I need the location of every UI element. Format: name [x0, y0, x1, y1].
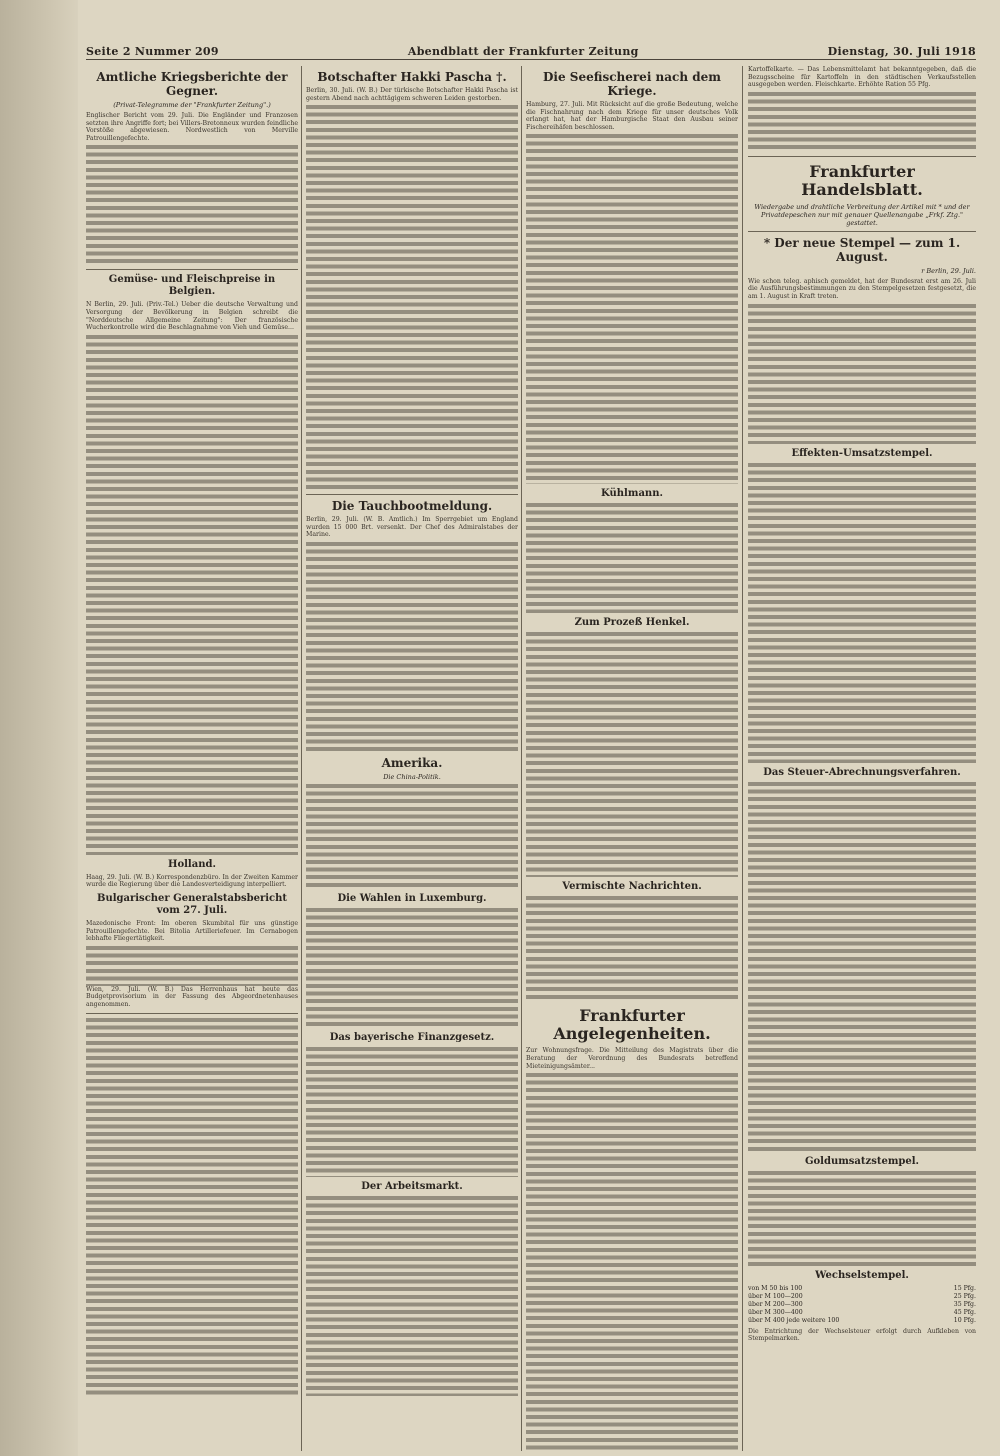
tax-rate-label: von M 50 bis 100 — [748, 1284, 803, 1292]
section-heading: Frankfurter Angelegenheiten. — [553, 1006, 711, 1044]
article-body: Berlin, 29. Juli. (W. B. Amtlich.) Im Sperrgebiet um England wurden 15 000 Brt. versenkt. Der Chef des Admiralstabes der Marine. — [306, 516, 518, 539]
article-body-lines — [526, 134, 738, 484]
article-byline: r Berlin, 29. Juli. — [921, 266, 976, 275]
article-heading: Wechselstempel. — [815, 1269, 909, 1281]
article-body: Berlin, 30. Juli. (W. B.) Der türkische Botschafter Hakki Pascha ist gestern Abend nach achttägigem schweren Leiden gestorben. — [306, 87, 518, 102]
tax-rate-row — [748, 1293, 976, 1301]
tax-rate-label: über M 100—200 — [748, 1292, 803, 1300]
article-heading: Bulgarischer Generalstabsbericht vom 27. Juli. — [97, 892, 287, 916]
header-publication: Abendblatt der Frankfurter Zeitung — [407, 45, 639, 58]
article-heading: Amerika. — [381, 755, 443, 770]
column-2 — [306, 66, 518, 1451]
binding-gutter — [0, 0, 78, 1456]
article-heading: Vermischte Nachrichten. — [562, 881, 702, 893]
article-body-lines — [306, 1196, 518, 1396]
article-body-lines — [748, 463, 976, 763]
article-heading: Gemüse- und Fleischpreise in Belgien. — [108, 274, 276, 298]
article-heading: Das Steuer-Abrechnungsverfahren. — [763, 766, 961, 778]
article-body: Mazedonische Front: Im oberen Skumbital für uns günstige Patrouillengefechte. Bei Bitolia Artilleriefeuer. Im Cernabogen lebhafte Fliegertätigkeit. — [86, 919, 298, 943]
column-rule — [742, 66, 743, 1451]
article-heading: Der Arbeitsmarkt. — [361, 1180, 463, 1192]
article-body-lines — [748, 1171, 976, 1266]
tax-rate-row — [748, 1317, 976, 1325]
tax-rate-value: 45 Pfg. — [953, 1308, 976, 1316]
divider — [748, 231, 976, 232]
article-heading: * Der neue Stempel — zum 1. August. — [763, 235, 961, 264]
divider — [748, 156, 976, 157]
tax-rate-table — [748, 1285, 976, 1325]
page-header — [86, 44, 976, 60]
article-subheading: Die China-Politik. — [383, 772, 441, 781]
column-4 — [748, 66, 976, 1451]
article-body-lines — [306, 1047, 518, 1177]
article-body-lines — [526, 503, 738, 613]
article-heading: Das bayerische Finanzgesetz. — [329, 1031, 495, 1043]
column-rule — [301, 66, 302, 1451]
article-body-lines — [306, 105, 518, 490]
article-body-lines — [526, 896, 738, 1001]
column-1 — [86, 66, 298, 1451]
tax-rate-value: 10 Pfg. — [953, 1316, 976, 1324]
column-rule — [521, 66, 522, 1451]
article-body-lines — [748, 304, 976, 444]
section-heading: Frankfurter Handelsblatt. — [801, 161, 923, 199]
article-body: Die Entrichtung der Wechselsteuer erfolgt durch Aufkleben von Stempelmarken. — [748, 1327, 976, 1343]
article-heading: Die Wahlen in Luxemburg. — [337, 892, 487, 904]
article-heading: Die Tauchbootmeldung. — [331, 499, 493, 514]
tax-rate-label: über M 300—400 — [748, 1308, 803, 1316]
tax-rate-value: 15 Pfg. — [953, 1284, 976, 1292]
tax-rate-value: 35 Pfg. — [953, 1300, 976, 1308]
article-body-lines — [526, 1073, 738, 1451]
article-heading: Goldumsatzstempel. — [804, 1155, 920, 1167]
article-heading: Amtliche Kriegsberichte der Gegner. — [96, 70, 288, 98]
article-body: Zur Wohnungsfrage. Die Mitteilung des Magistrats über die Beratung der Verordnung des Bundesrats betreffend Mieteinigungsämter... — [526, 1047, 738, 1070]
tax-rate-row — [748, 1301, 976, 1309]
article-heading: Holland. — [168, 858, 216, 870]
divider — [86, 1013, 298, 1014]
article-body: N Berlin, 29. Juli. (Priv.-Tel.) Ueber die deutsche Verwaltung und Versorgung der Bevölkerung in Belgien schreibt die "Norddeutsche Allgemeine Zeitung": Der französische Wucherkontrolle wird die Beschlagnahme von Vieh und Gemüse... — [86, 301, 298, 332]
tax-rate-label: über M 200—300 — [748, 1300, 803, 1308]
header-date: Dienstag, 30. Juli 1918 — [827, 45, 976, 58]
article-body-lines — [306, 542, 518, 752]
article-body-lines — [526, 632, 738, 877]
article-subheading: (Privat-Telegramme der "Frankfurter Zeitung".) — [113, 101, 271, 109]
divider — [306, 494, 518, 495]
divider — [86, 269, 298, 270]
article-body-lines — [86, 946, 298, 986]
article-body: Hamburg, 27. Juli. Mit Rücksicht auf die große Bedeutung, welche die Fischnahrung nach dem Kriege für unser deutsches Volk erlangt hat, hat der Hamburgische Staat den Ausbau seiner Fischereihäfen beschlossen. — [526, 101, 738, 131]
article-heading: Effekten-Umsatzstempel. — [791, 447, 933, 459]
article-body-lines — [86, 1018, 298, 1398]
section-note: Wiedergabe und drahtliche Verbreitung der Artikel mit * und der Privatdepeschen nur mit genauer Quellenangabe „Frkf. Ztg." gestattet. — [754, 202, 970, 227]
article-body-lines — [86, 335, 298, 855]
tax-rate-row — [748, 1309, 976, 1317]
tax-rate-value: 25 Pfg. — [953, 1292, 976, 1300]
tax-rate-label: über M 400 jede weitere 100 — [748, 1316, 840, 1324]
article-heading: Zum Prozeß Henkel. — [574, 617, 690, 629]
article-heading: Botschafter Hakki Pascha †. — [317, 70, 507, 84]
article-body-lines — [86, 145, 298, 265]
article-body: Englischer Bericht vom 29. Juli. Die Engländer und Franzosen setzten ihre Angriffe fort; bei Villers-Bretonneux wurden feindliche Vorstöße abgewiesen. Nordwestlich von Merville Patrouillengefechte. — [86, 112, 298, 142]
article-heading: Die Seefischerei nach dem Kriege. — [543, 70, 721, 98]
article-body: Haag, 29. Juli. (W. B.) Korrespondenzbüro. In der Zweiten Kammer wurde die Regierung über die Landesverteidigung interpelliert. — [86, 873, 298, 889]
article-body: Wie schon teleg. aphisch gemeldet, hat der Bundesrat erst am 26. Juli die Ausführungsbestimmungen zu den Stempelgesetzen festgesetzt, die am 1. August in Kraft treten. — [748, 277, 976, 300]
article-body: Wien, 29. Juli. (W. B.) Das Herrenhaus hat heute das Budgetprovisorium in der Fassung des Abgeordnetenhauses angenommen. — [86, 985, 298, 1008]
tax-rate-row — [748, 1285, 976, 1293]
article-body-lines — [306, 784, 518, 889]
article-body: Kartoffelkarte. — Das Lebensmittelamt hat bekanntgegeben, daß die Bezugsscheine für Kartoffeln in den städtischen Verkaufsstellen ausgegeben werden. Fleischkarte. Erhöhte Ration 55 Pfg. — [748, 66, 976, 89]
article-body-lines — [748, 782, 976, 1152]
article-body-lines — [748, 92, 976, 152]
column-3 — [526, 66, 738, 1451]
article-heading: Kühlmann. — [601, 488, 663, 500]
article-body-lines — [306, 908, 518, 1028]
header-page-number: Seite 2 Nummer 209 — [86, 45, 219, 58]
